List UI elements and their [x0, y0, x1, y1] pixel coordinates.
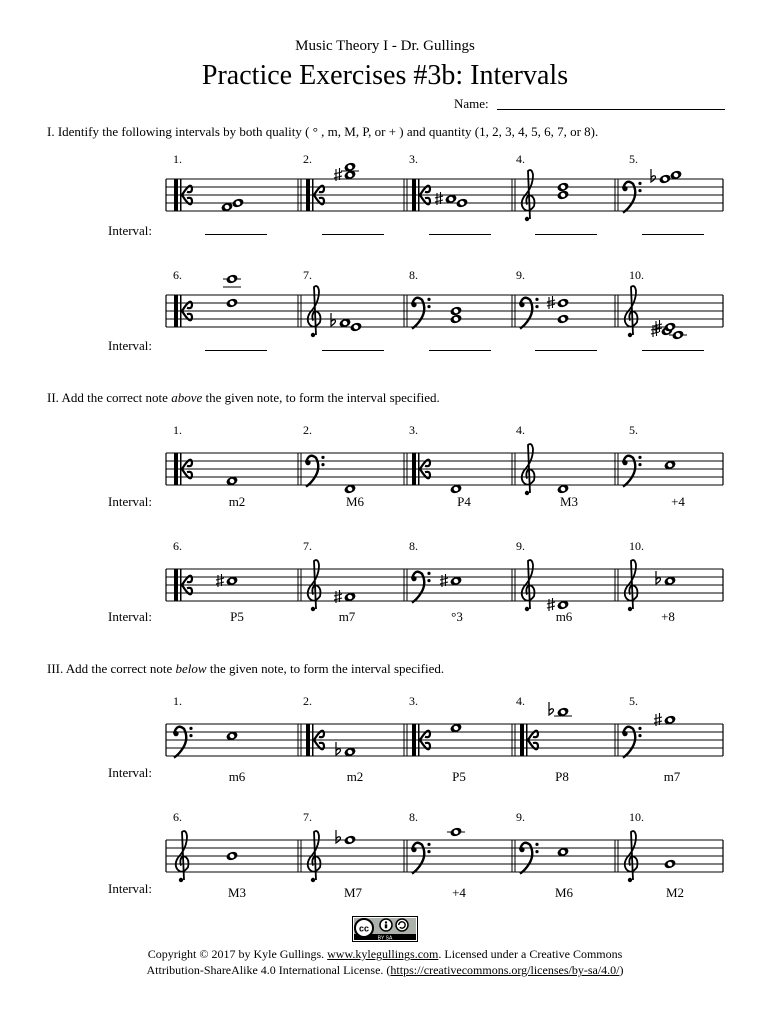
bass-clef-icon: [427, 850, 430, 853]
exercise-number: 9.: [516, 810, 525, 824]
given-interval: M7: [343, 885, 363, 900]
alto-clef-icon: [180, 179, 182, 211]
given-interval: P5: [230, 609, 244, 624]
instruction-text: the given note, to form the interval specified.: [202, 390, 440, 405]
exercise-number: 5.: [629, 694, 638, 708]
bass-clef-icon: [535, 305, 538, 308]
copyright-text: Copyright © 2017 by Kyle Gullings.: [147, 947, 328, 961]
alto-clef-icon: [412, 179, 416, 211]
interval-label: Interval:: [108, 881, 153, 896]
bass-clef-icon: [519, 302, 524, 307]
exercise-number: 8.: [409, 539, 418, 553]
badge-label: BY SA: [377, 935, 393, 942]
alto-clef-icon: [312, 179, 314, 211]
bass-clef-icon: [638, 727, 641, 730]
alto-clef-icon: [174, 179, 178, 211]
exercise-number: 6.: [173, 268, 182, 282]
exercise-number: 7.: [303, 539, 312, 553]
alto-clef-icon: [526, 724, 528, 756]
license-text: . Licensed under a Creative Commons: [438, 947, 623, 961]
given-interval: M6: [554, 885, 574, 900]
alto-clef-icon: [418, 179, 420, 211]
bass-clef-icon: [638, 182, 641, 185]
bass-clef-icon: [535, 850, 538, 853]
treble-clef-icon: [525, 491, 529, 495]
alto-clef-icon: [312, 724, 314, 756]
treble-clef-icon: [628, 333, 632, 337]
alto-clef-icon: [418, 724, 420, 756]
treble-clef-icon: [628, 878, 632, 882]
exercise-number: 2.: [303, 152, 312, 166]
creative-commons-badge[interactable]: [352, 916, 418, 942]
instruction-text: II. Add the correct note: [47, 390, 172, 405]
exercise-number: 4.: [516, 694, 525, 708]
bass-clef-icon: [321, 456, 324, 459]
interval-label: Interval:: [108, 765, 153, 780]
exercise-number: 3.: [409, 694, 418, 708]
instruction-emphasis: above: [171, 390, 203, 405]
bass-clef-icon: [638, 734, 641, 737]
given-interval: m6: [228, 769, 246, 784]
license-text: ): [619, 963, 624, 977]
given-interval: m7: [338, 609, 356, 624]
treble-clef-icon: [525, 217, 529, 221]
bass-clef-icon: [427, 298, 430, 301]
bass-clef-icon: [638, 456, 641, 459]
page-title: Practice Exercises #3b: Intervals: [201, 60, 569, 91]
alto-clef-icon: [174, 295, 178, 327]
bass-clef-icon: [411, 576, 416, 581]
exercise-number: 9.: [516, 268, 525, 282]
bass-clef-icon: [535, 298, 538, 301]
bass-clef-icon: [189, 734, 192, 737]
exercise-number: 1.: [173, 423, 182, 437]
license-link[interactable]: https://creativecommons.org/licenses/by-sa/4.0/: [390, 963, 620, 977]
given-interval: °3: [451, 609, 463, 624]
alto-clef-icon: [306, 179, 310, 211]
interval-label: Interval:: [108, 609, 153, 624]
bass-clef-icon: [427, 572, 430, 575]
flat-icon: [549, 702, 554, 715]
sharp-icon: [547, 598, 555, 611]
exercise-number: 7.: [303, 810, 312, 824]
bass-clef-icon: [622, 186, 627, 191]
exercise-number: 8.: [409, 268, 418, 282]
exercise-number: 8.: [409, 810, 418, 824]
alto-clef-icon: [412, 724, 416, 756]
given-interval: M3: [227, 885, 247, 900]
treble-clef-icon: [179, 878, 183, 882]
exercise-number: 10.: [629, 539, 644, 553]
exercise-number: 6.: [173, 539, 182, 553]
flat-icon: [651, 169, 656, 182]
alto-clef-icon: [412, 453, 416, 485]
treble-clef-icon: [311, 878, 315, 882]
copyright-footer: [0, 946, 770, 978]
exercise-number: 5.: [629, 152, 638, 166]
exercise-number: 5.: [629, 423, 638, 437]
exercise-number: 9.: [516, 539, 525, 553]
svg-text:cc: cc: [358, 923, 370, 934]
bass-clef-icon: [411, 302, 416, 307]
exercise-number: 6.: [173, 810, 182, 824]
footer-line-2: [0, 962, 770, 978]
given-interval: m2: [228, 494, 246, 509]
bass-clef-icon: [535, 843, 538, 846]
interval-label: Interval:: [108, 338, 153, 353]
website-link[interactable]: www.kylegullings.com: [327, 947, 439, 961]
alto-clef-icon: [180, 453, 182, 485]
given-interval: m6: [555, 609, 573, 624]
exercise-number: 3.: [409, 423, 418, 437]
exercise-number: 10.: [629, 810, 644, 824]
alto-clef-icon: [180, 569, 182, 601]
bass-clef-icon: [519, 847, 524, 852]
treble-clef-icon: [525, 607, 529, 611]
alto-clef-icon: [306, 724, 310, 756]
bass-clef-icon: [638, 463, 641, 466]
bass-clef-icon: [427, 305, 430, 308]
bass-clef-icon: [638, 189, 641, 192]
alto-clef-icon: [180, 295, 182, 327]
bass-clef-icon: [427, 579, 430, 582]
bass-clef-icon: [427, 843, 430, 846]
given-interval: m7: [663, 769, 681, 784]
bass-clef-icon: [411, 847, 416, 852]
given-interval: M3: [559, 494, 579, 509]
given-interval: +8: [661, 609, 675, 624]
given-interval: M2: [665, 885, 685, 900]
interval-label: Interval:: [108, 494, 153, 509]
exercise-number: 4.: [516, 423, 525, 437]
name-label: Name:: [454, 96, 489, 111]
given-interval: m2: [346, 769, 364, 784]
alto-clef-icon: [520, 724, 524, 756]
alto-clef-icon: [174, 453, 178, 485]
exercise-number: 3.: [409, 152, 418, 166]
bass-clef-icon: [321, 463, 324, 466]
footer-line-1: [0, 946, 770, 962]
license-text: Attribution-ShareAlike 4.0 International License. (: [146, 963, 391, 977]
instruction-emphasis: below: [175, 661, 207, 676]
instruction-text: III. Add the correct note: [47, 661, 176, 676]
given-interval: +4: [452, 885, 466, 900]
bass-clef-icon: [622, 460, 627, 465]
given-interval: +4: [671, 494, 685, 509]
exercise-number: 1.: [173, 694, 182, 708]
exercise-number: 7.: [303, 268, 312, 282]
interval-label: Interval:: [108, 223, 153, 238]
instruction-text: the given note, to form the interval specified.: [206, 661, 445, 676]
bass-clef-icon: [305, 460, 310, 465]
given-interval: M6: [345, 494, 365, 509]
exercise-number: 10.: [629, 268, 644, 282]
treble-clef-icon: [311, 333, 315, 337]
section1-instruction: I. Identify the following intervals by both quality ( ° , m, M, P, or + ) and quantity (1, 2, 3, 4, 5, 6, 7, or 8).: [47, 124, 599, 139]
given-interval: P8: [555, 769, 569, 784]
course-title: Music Theory I - Dr. Gullings: [295, 38, 475, 54]
exercise-number: 2.: [303, 694, 312, 708]
exercise-number: 1.: [173, 152, 182, 166]
treble-clef-icon: [311, 607, 315, 611]
given-interval: P4: [457, 494, 471, 509]
given-interval: P5: [452, 769, 466, 784]
exercise-number: 2.: [303, 423, 312, 437]
treble-clef-icon: [628, 607, 632, 611]
alto-clef-icon: [174, 569, 178, 601]
bass-clef-icon: [622, 731, 627, 736]
exercise-number: 4.: [516, 152, 525, 166]
bass-clef-icon: [189, 727, 192, 730]
alto-clef-icon: [418, 453, 420, 485]
sharealike-icon: [396, 919, 408, 931]
bass-clef-icon: [173, 731, 178, 736]
flat-icon: [336, 830, 341, 843]
